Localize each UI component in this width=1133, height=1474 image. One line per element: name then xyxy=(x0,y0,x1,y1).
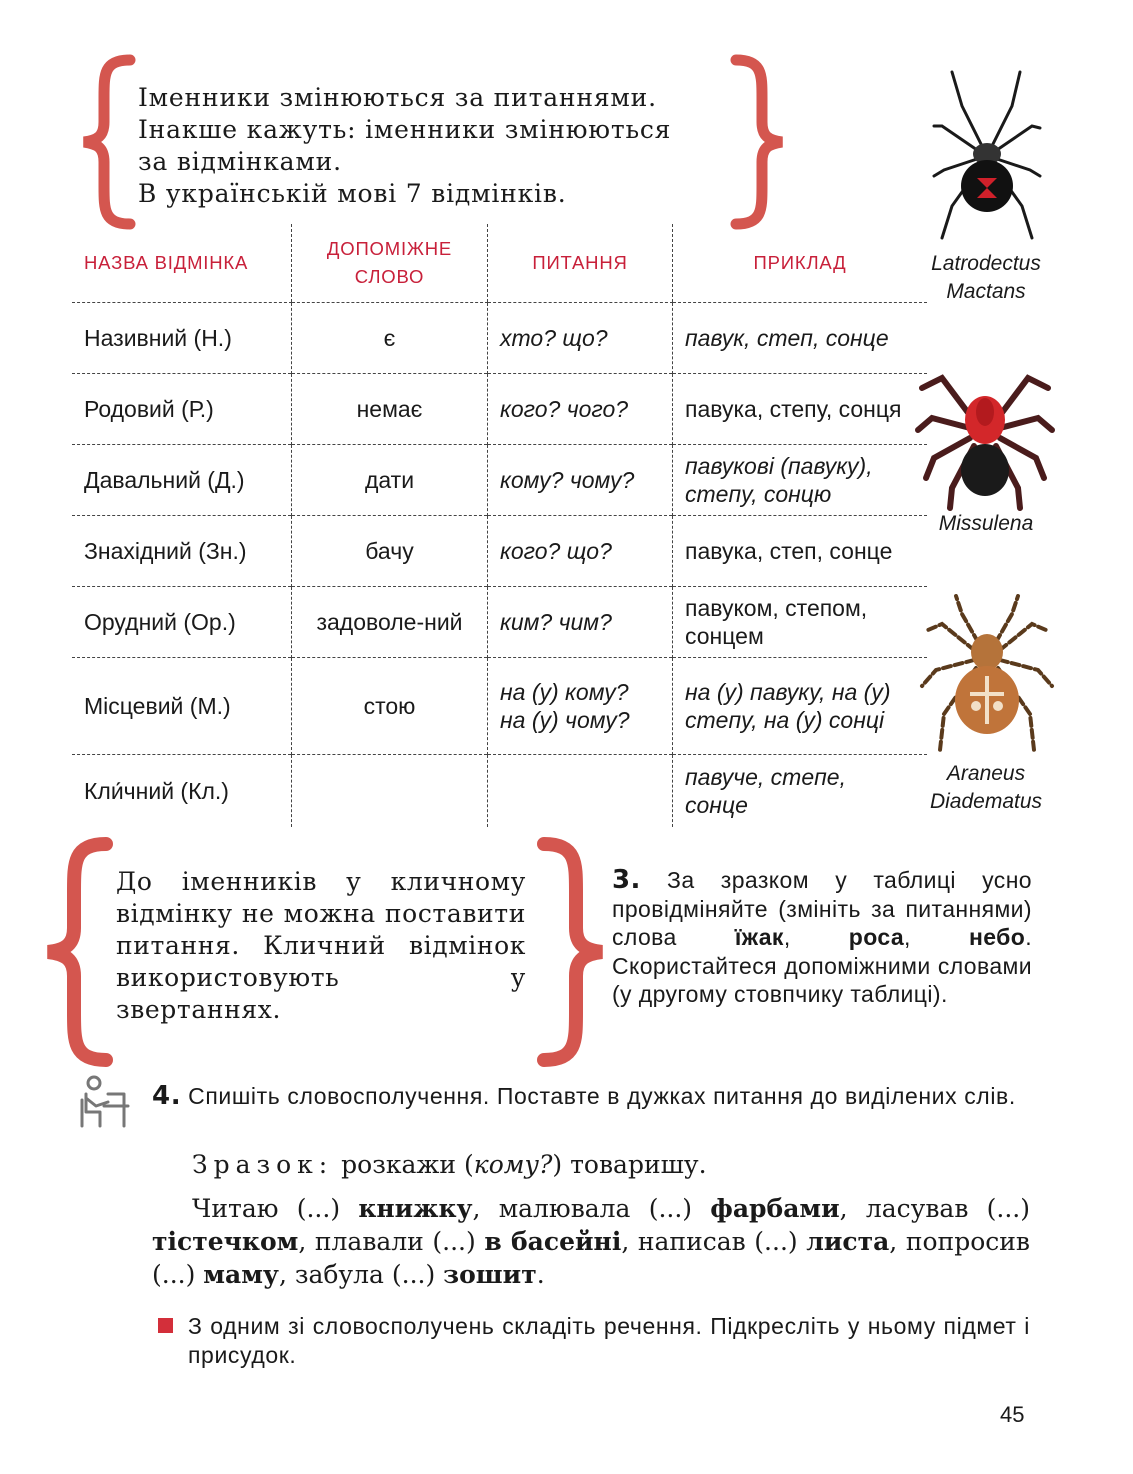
case-example: павук, степ, сонце xyxy=(673,303,928,374)
phrase-text: написав (...) xyxy=(637,1227,807,1256)
exercise-text: За зразком у таблиці усно провідміняйте (змініть за питаннями) слова xyxy=(612,867,1032,950)
case-example: на (у) павуку, на (у) степу, на (у) сонці xyxy=(673,658,928,755)
helper-word: задоволе-ний xyxy=(292,587,488,658)
header-question: ПИТАННЯ xyxy=(488,224,673,303)
case-question: хто? що? xyxy=(488,303,673,374)
exercise-text: Спишіть словосполучення. Поставте в дужках питання до виділених слів. xyxy=(188,1083,1016,1109)
phrase-bold: листа xyxy=(806,1227,890,1256)
phrase-punct: , xyxy=(621,1227,638,1256)
case-name: Орудний (Ор.) xyxy=(72,587,292,658)
helper-word: бачу xyxy=(292,516,488,587)
case-name: Місцевий (М.) xyxy=(72,658,292,755)
phrase-punct: , xyxy=(839,1194,866,1223)
case-name: Знахідний (Зн.) xyxy=(72,516,292,587)
header-example: ПРИКЛАД xyxy=(673,224,928,303)
exercise-4 xyxy=(152,1082,1030,1111)
black-widow-spider-image xyxy=(922,66,1052,246)
exercise-number: 4. xyxy=(152,1081,182,1111)
case-question: на (у) кому? на (у) чому? xyxy=(488,658,673,755)
page-number: 45 xyxy=(1000,1402,1025,1427)
phrase-text: попросив (...) xyxy=(152,1227,1030,1289)
caption-line: Araneus xyxy=(946,762,1026,785)
case-name: Давальний (Д.) xyxy=(72,445,292,516)
spider-caption xyxy=(906,760,1066,816)
separator: , xyxy=(783,924,849,950)
helper-word: немає xyxy=(292,374,488,445)
phrase-text: Читаю (...) xyxy=(192,1194,359,1223)
case-question: кого? чого? xyxy=(488,374,673,445)
highlight-word: їжак xyxy=(734,924,784,950)
helper-word: є xyxy=(292,303,488,374)
phrase-punct: , xyxy=(472,1194,499,1223)
spider-caption xyxy=(906,510,1066,538)
student-at-desk-icon xyxy=(76,1074,132,1130)
caption-line: Mactans xyxy=(946,280,1026,303)
phrase-text: малювала (...) xyxy=(498,1194,711,1223)
missulena-spider-image xyxy=(912,358,1058,518)
exercise-text: . Скористайтеся допоміжними словами (у другому стовпчику таблиці). xyxy=(612,924,1032,1007)
caption-line: Latrodectus xyxy=(931,252,1041,275)
helper-word: стою xyxy=(292,658,488,755)
info-box-vocative: До іменників у кличному відмінку не можна поставити питання. Кличний відмінок використовують у звертаннях. xyxy=(116,867,526,1024)
info-line: Іменники змінюються за питаннями. xyxy=(138,83,657,112)
phrase-bold: в басейні xyxy=(484,1227,622,1256)
phrase-punct: , xyxy=(889,1227,906,1256)
araneus-spider-image xyxy=(914,594,1060,756)
task-bullet-square xyxy=(158,1318,173,1333)
sample-text: ) товаришу. xyxy=(552,1150,707,1179)
case-name: Родовий (Р.) xyxy=(72,374,292,445)
phrase-punct: . xyxy=(536,1260,545,1289)
table-row xyxy=(72,587,927,658)
table-row xyxy=(72,755,927,828)
case-name: Називний (Н.) xyxy=(72,303,292,374)
info-line: Інакше кажуть: іменники змінюються xyxy=(138,115,672,144)
caption-line: Missulena xyxy=(938,512,1034,535)
helper-word: дати xyxy=(292,445,488,516)
phrase-punct: , xyxy=(278,1260,295,1289)
case-example: павукові (павуку), степу, сонцю xyxy=(673,445,928,516)
table-row xyxy=(72,658,927,755)
phrases-paragraph xyxy=(152,1192,1030,1291)
header-helper-word: ДОПОМІЖНЕ СЛОВО xyxy=(292,224,488,303)
case-example: павука, степу, сонця xyxy=(673,374,928,445)
sample-line xyxy=(192,1148,1032,1182)
helper-word xyxy=(292,755,488,828)
table-row xyxy=(72,516,927,587)
sample-question: кому? xyxy=(473,1150,553,1179)
left-brace-bottom xyxy=(40,836,116,1068)
table-header-row xyxy=(72,224,927,303)
exercise-3 xyxy=(612,866,1032,1009)
task-text: З одним зі словосполучень складіть речення. Підкресліть у ньому підмет і присудок. xyxy=(188,1313,1030,1368)
table-row xyxy=(72,374,927,445)
info-line: за відмінками. xyxy=(138,147,342,176)
case-example: павуком, степом, сонцем xyxy=(673,587,928,658)
case-question: кому? чому? xyxy=(488,445,673,516)
spider-caption xyxy=(906,250,1066,306)
phrase-text: забула (...) xyxy=(294,1260,444,1289)
phrase-bold: маму xyxy=(203,1260,279,1289)
info-line: В українській мові 7 відмінків. xyxy=(138,179,567,208)
highlight-word: небо xyxy=(968,924,1026,950)
phrase-punct: , xyxy=(298,1227,315,1256)
exercise-number: 3. xyxy=(612,865,641,895)
phrase-bold: тістечком xyxy=(152,1227,299,1256)
highlight-word: роса xyxy=(848,924,905,950)
left-brace-top xyxy=(78,54,138,230)
phrase-bold: фарбами xyxy=(710,1194,840,1223)
case-name: Кли́чний (Кл.) xyxy=(72,755,292,828)
separator: , xyxy=(904,924,969,950)
case-example: павуче, степе, сонце xyxy=(673,755,928,828)
case-question xyxy=(488,755,673,828)
caption-line: Diadematus xyxy=(929,790,1043,813)
case-example: павука, степ, сонце xyxy=(673,516,928,587)
table-row xyxy=(72,303,927,374)
sample-label: Зразок: xyxy=(192,1150,334,1179)
header-case-name: НАЗВА ВІДМІНКА xyxy=(72,224,292,303)
case-question: кого? що? xyxy=(488,516,673,587)
cases-table xyxy=(72,224,927,827)
phrase-text: плавали (...) xyxy=(314,1227,485,1256)
right-brace-bottom xyxy=(534,836,610,1068)
phrase-bold: зошит xyxy=(443,1260,537,1289)
table-row xyxy=(72,445,927,516)
case-question: ким? чим? xyxy=(488,587,673,658)
sample-text: розкажи ( xyxy=(341,1150,474,1179)
phrase-text: ласував (...) xyxy=(865,1194,1030,1223)
info-box-cases xyxy=(138,82,738,210)
phrase-bold: книжку xyxy=(358,1194,473,1223)
